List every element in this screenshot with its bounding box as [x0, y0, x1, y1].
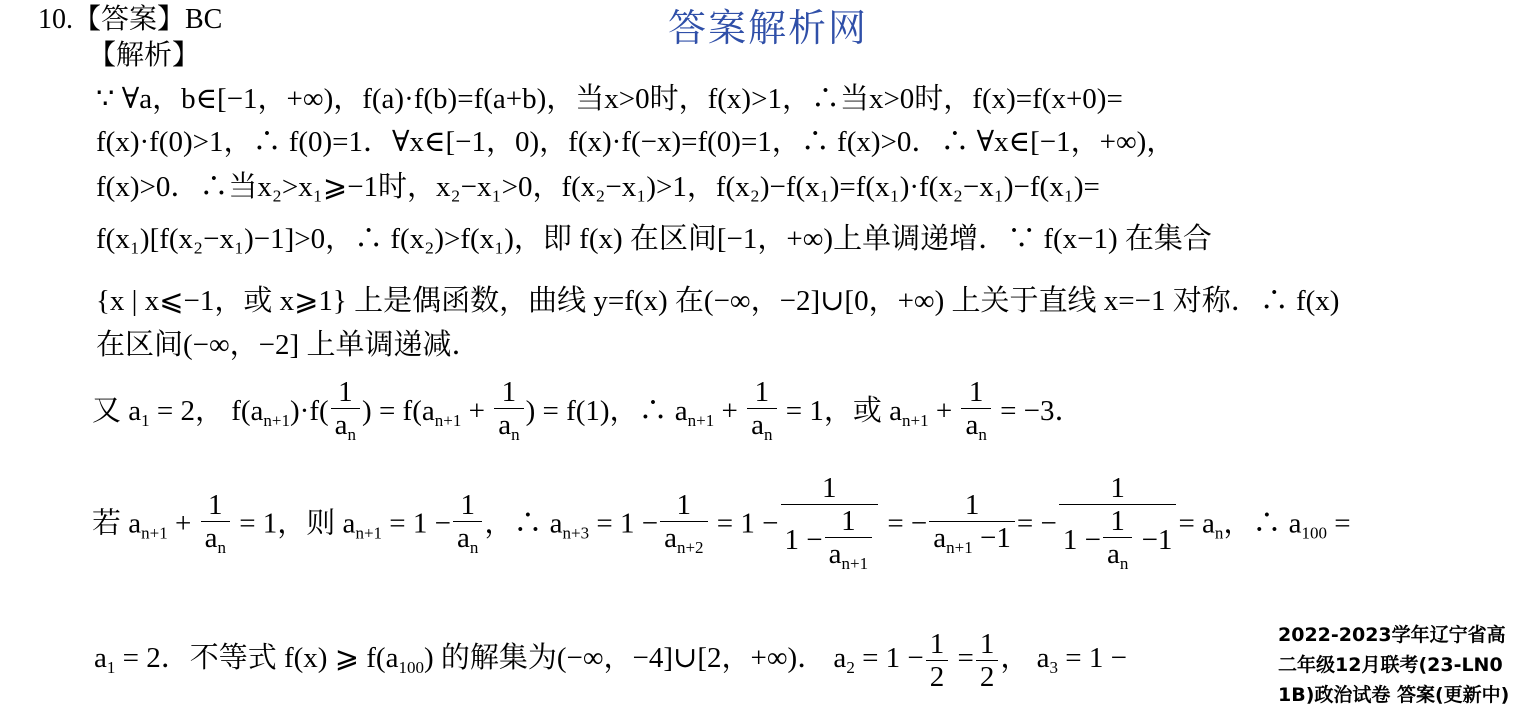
analysis-line-2: f(x)·f(0)>1，∴ f(0)=1．∀x∈[−1，0)，f(x)·f(−x)=f(0)=1，∴ f(x)>0．∴ ∀x∈[−1，+∞)，: [96, 126, 1176, 158]
answer-tag: 【答案】BC: [73, 4, 223, 35]
question-answer-line: [38, 4, 222, 36]
fraction: $\frac{1}{a_n}$: [453, 489, 482, 564]
analysis-line-1: ∵ ∀a，b∈[−1，+∞)，f(a)·f(b)=f(a+b)，当x>0时，f(x)>1，∴当x>0时，f(x)=f(x+0)=: [96, 83, 1123, 115]
fraction: $\frac{1}{a_n}$: [331, 376, 360, 451]
overlay-line-1: 2022-2023学年辽宁省高: [1278, 624, 1506, 646]
fraction: $\frac{1}{a_{n+1} -1}$: [929, 489, 1015, 564]
equation-row-3: $a_1 = 2$．不等式 f(x) ⩾ $f(a_{100})$ 的解集为(−∞，−4]∪[2，+∞)． $a_2 = 1$ − $\frac{1}{2}$ = $\frac{1}{2}$ ， $a_3 = 1$ −: [94, 628, 1127, 693]
fraction: $\frac{1}{a_n}$: [494, 376, 523, 451]
equation-row-1: 又 $a_1 = 2$， $f(a_{n+1})\cdot f$( $\frac{1}{a_n}$ ) = $f(a_{n+1}$ + $\frac{1}{a_n}$ ) = f(1)，∴ $a_{n+1}$ + $\frac{1}{a_n}$ = 1，或 $a_{n+1}$ + $\frac{1}{a_n}$ = −3．: [92, 376, 1084, 451]
fraction: $\frac{1}{a_{n+2}}$: [660, 489, 707, 564]
nested-fraction: 1 1 − $\frac{1}{a_n}$ −1: [1059, 472, 1177, 580]
overlay-line-3: 1B)政治试卷 答案(更新中): [1278, 684, 1510, 706]
overlay-line-2: 二年级12月联考(23-LN0: [1278, 654, 1503, 676]
analysis-line-3: f(x)>0．∴当x₂>x₁⩾−1时，x₂−x₁>0，f(x₂−x₁)>1，f(x₂)−f(x₁)=f(x₁)·f(x₂−x₁)−f(x₁)=: [96, 171, 1100, 203]
fraction: $\frac{1}{a_n}$: [961, 376, 990, 451]
fraction: $\frac{1}{a_n}$: [747, 376, 776, 451]
watermark-title: 答案解析网: [668, 6, 869, 50]
nested-fraction: 1 1 − $\frac{1}{a_{n+1}}$: [781, 472, 879, 580]
analysis-line-5: {x | x⩽−1，或 x⩾1} 上是偶函数，曲线 y=f(x) 在(−∞，−2]∪[0，+∞) 上关于直线 x=−1 对称．∴ f(x): [96, 285, 1340, 317]
equation-row-2: 若 $a_{n+1}$ + $\frac{1}{a_n}$ = 1，则 $a_{n+1} = 1$ − $\frac{1}{a_n}$ ，∴ $a_{n+3} = 1$ − $\frac{1}{a_{n+2}}$ = 1 − 1 1 − $\frac{1}{a_{n+1}}$ = − $\frac{1}{a_{n+1} -1}$ = − 1 1 − $\frac{1}{a_n}$ −1 = $a_n$，∴ $a_{100}$ =: [92, 472, 1351, 580]
analysis-line-6: 在区间(−∞，−2] 上单调递减．: [96, 329, 481, 361]
fraction-half: $\frac{1}{2}$: [926, 628, 949, 693]
question-number: 10.: [38, 4, 73, 35]
analysis-tag: 【解析】: [88, 40, 201, 71]
fraction: $\frac{1}{a_n}$: [201, 489, 230, 564]
analysis-line-4: f(x₁)[f(x₂−x₁)−1]>0，∴ f(x₂)>f(x₁)，即 f(x) 在区间[−1，+∞)上单调递增．∵ f(x−1) 在集合: [96, 223, 1212, 255]
fraction-half: $\frac{1}{2}$: [976, 628, 999, 693]
overlay-caption: [1278, 620, 1528, 710]
